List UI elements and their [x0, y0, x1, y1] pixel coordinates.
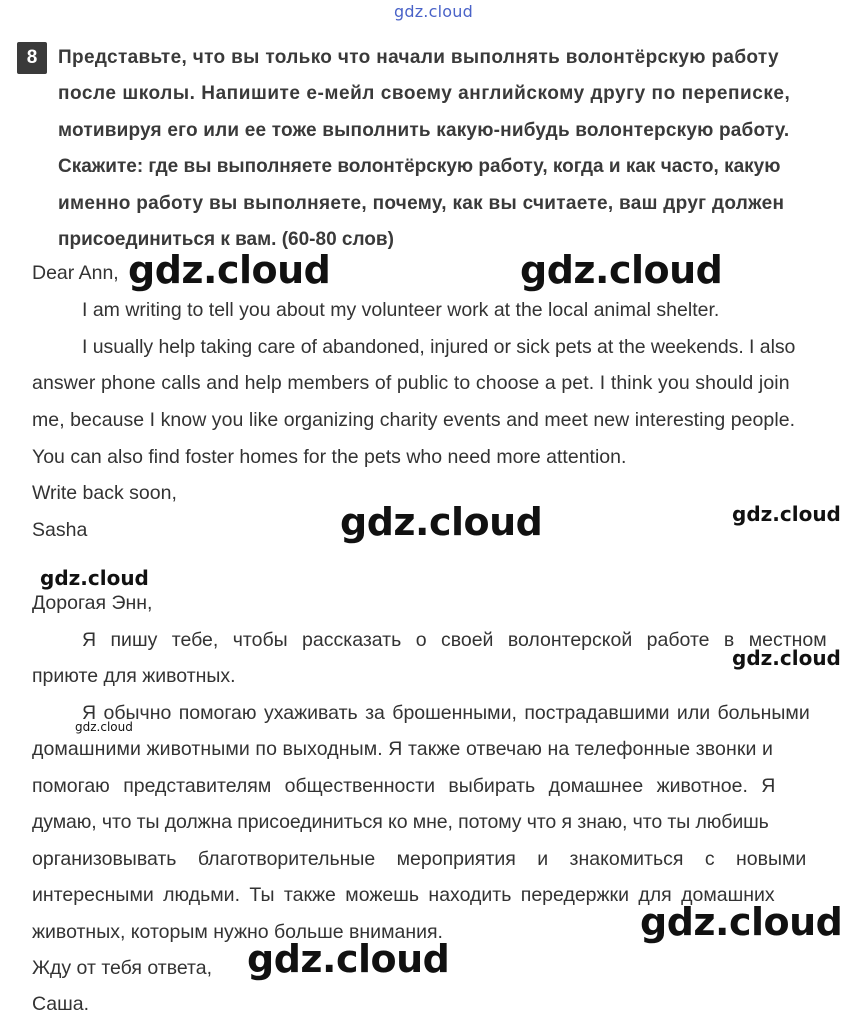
russian-paragraph-2-line: думаю, что ты должна присоединиться ко мне, потому что я знаю, что ты любишь — [32, 811, 769, 833]
english-closing: Write back soon, — [32, 482, 177, 504]
watermark: gdz.cloud — [340, 500, 543, 544]
watermark: gdz.cloud — [640, 900, 843, 944]
watermark-top: gdz.cloud — [394, 2, 473, 21]
watermark: gdz.cloud — [732, 646, 841, 670]
russian-signature: Саша. — [32, 993, 90, 1015]
task-line: именно работу вы выполняете, почему, как вы считаете, ваш друг должен — [58, 192, 785, 214]
watermark: gdz.cloud — [520, 248, 723, 292]
task-number-badge: 8 — [17, 42, 47, 74]
russian-paragraph-2-line: домашними животными по выходным. Я также отвечаю на телефонные звонки и — [32, 738, 773, 760]
watermark: gdz.cloud — [40, 566, 149, 590]
english-greeting: Dear Ann, — [32, 262, 119, 284]
task-line: присоединиться к вам. (60-80 слов) — [58, 229, 394, 251]
watermark: gdz.cloud — [75, 720, 133, 734]
russian-paragraph-2-line: интересными людьми. Ты также можешь находить передержки для домашних — [32, 884, 775, 906]
task-instructions — [58, 40, 856, 258]
english-signature: Sasha — [32, 519, 88, 541]
task-line: Представьте, что вы только что начали выполнять волонтёрскую работу — [58, 47, 779, 68]
russian-paragraph-2-line: животных, которым нужно больше внимания. — [32, 921, 443, 943]
russian-paragraph-1-line: Я пишу тебе, чтобы рассказать о своей волонтерской работе в местном — [82, 629, 827, 651]
russian-closing: Жду от тебя ответа, — [32, 957, 213, 979]
task-line: мотивируя его или ее тоже выполнить какую-нибудь волонтерскую работу. — [58, 119, 790, 141]
english-paragraph-2-line: me, because I know you like organizing charity events and meet new interesting people. — [32, 409, 796, 431]
task-line: после школы. Напишите е-мейл своему английскому другу по переписке, — [58, 83, 791, 105]
english-paragraph-2-line: answer phone calls and help members of public to choose a pet. I think you should join — [32, 372, 790, 394]
russian-greeting: Дорогая Энн, — [32, 592, 153, 614]
watermark: gdz.cloud — [732, 502, 841, 526]
russian-paragraph-2-line: помогаю представителям общественности выбирать домашнее животное. Я — [32, 775, 776, 797]
english-paragraph-2-line: I usually help taking care of abandoned, injured or sick pets at the weekends. I also — [82, 336, 796, 358]
russian-paragraph-2-line: Я обычно помогаю ухаживать за брошенными, пострадавшими или больными — [82, 702, 810, 724]
english-paragraph-2-line: You can also find foster homes for the pets who need more attention. — [32, 446, 627, 468]
english-paragraph-1: I am writing to tell you about my volunteer work at the local animal shelter. — [82, 299, 720, 321]
watermark: gdz.cloud — [247, 937, 450, 981]
watermark: gdz.cloud — [128, 248, 331, 292]
task-line: Скажите: где вы выполняете волонтёрскую работу, когда и как часто, какую — [58, 156, 781, 178]
russian-paragraph-2-line: организовывать благотворительные мероприятия и знакомиться с новыми — [32, 848, 807, 870]
russian-paragraph-1-line: приюте для животных. — [32, 665, 236, 687]
